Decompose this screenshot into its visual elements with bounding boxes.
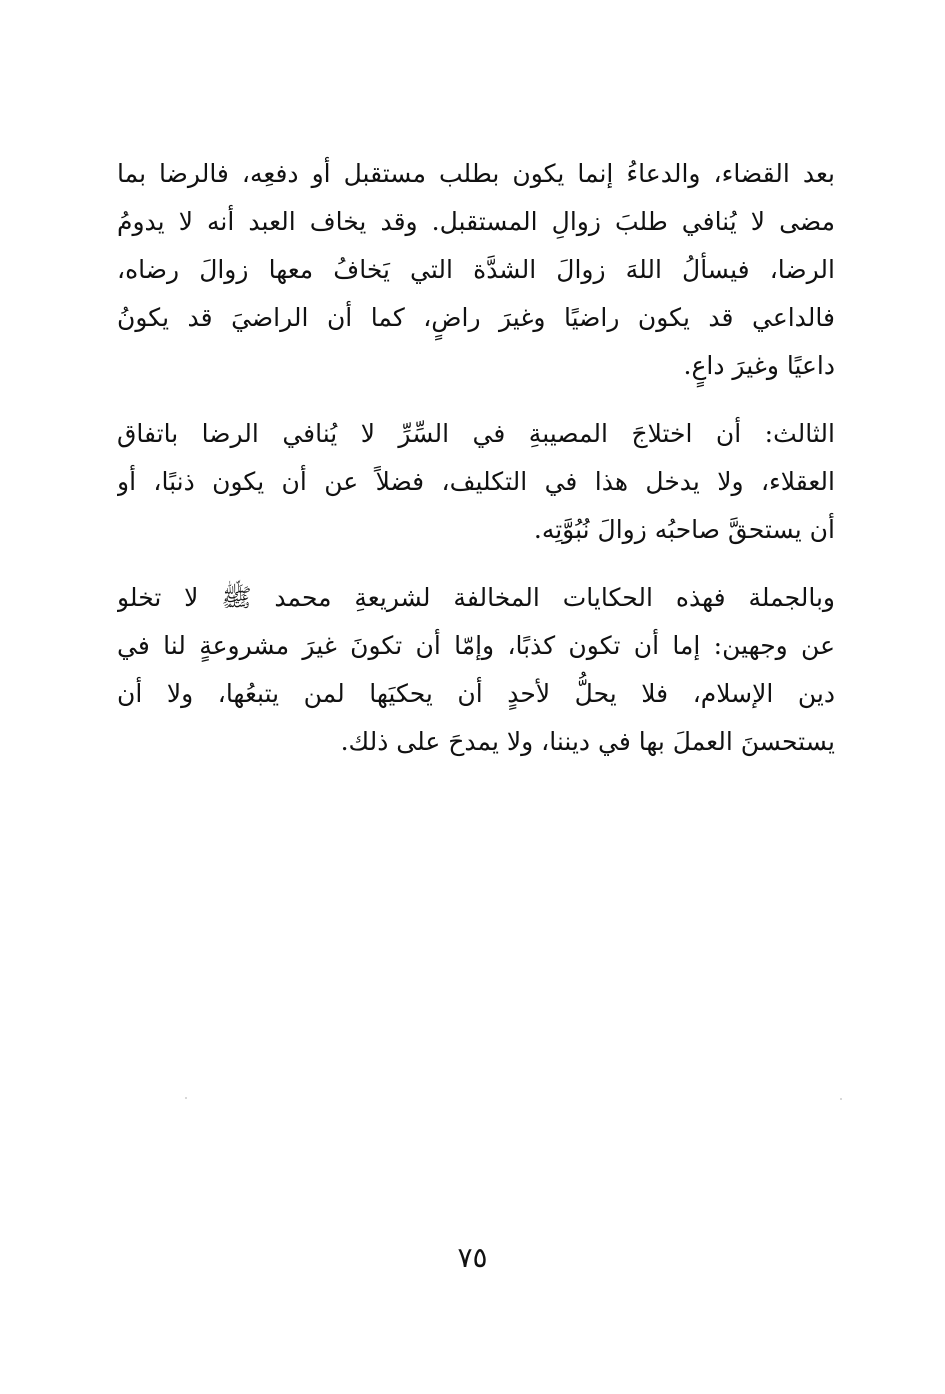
scan-speck: [840, 1098, 842, 1100]
text-line: عن وجهين: إما أن تكون كذبًا، وإمّا أن تكونَ غيرَ مشروعةٍ لنا في: [117, 631, 835, 660]
text-line: مضى لا يُنافي طلبَ زوالِ المستقبل. وقد يخاف العبد أنه لا يدومُ: [117, 207, 835, 236]
text-line: الثالث: أن اختلاجَ المصيبةِ في السِّرِّ لا يُنافي الرضا باتفاق: [117, 419, 835, 448]
text-line: يستحسنَ العملَ بها في ديننا، ولا يمدحَ على ذلك.: [340, 727, 835, 756]
paragraph-3: [117, 574, 835, 766]
main-text: [117, 150, 835, 786]
paragraph-2: [117, 410, 835, 554]
text-line: دين الإسلام، فلا يحلُّ لأحدٍ أن يحكيَها لمن يتبعُها، ولا أن: [117, 679, 835, 708]
text-line: الرضا، فيسألُ اللهَ زوالَ الشدَّة التي يَخافُ معها زوالَ رضاه،: [117, 255, 835, 284]
text-line: فالداعي قد يكون راضيًا وغيرَ راضٍ، كما أن الراضيَ قد يكونُ: [117, 303, 835, 332]
scan-speck: [185, 1097, 187, 1099]
text-line: وبالجملة فهذه الحكايات المخالفة لشريعةِ محمد ﷺ لا تخلو: [117, 583, 835, 612]
text-line: العقلاء، ولا يدخل هذا في التكليف، فضلاً عن أن يكون ذنبًا، أو: [117, 467, 835, 496]
page-number: ٧٥: [457, 1241, 488, 1274]
paragraph-1: [117, 150, 835, 390]
text-line: أن يستحقَّ صاحبُه زوالَ نُبُوَّتِه.: [533, 515, 835, 544]
text-line: بعد القضاء، والدعاءُ إنما يكون بطلب مستقبل أو دفعِه، فالرضا بما: [117, 159, 835, 188]
text-line: داعيًا وغيرَ داعٍ.: [683, 351, 835, 380]
